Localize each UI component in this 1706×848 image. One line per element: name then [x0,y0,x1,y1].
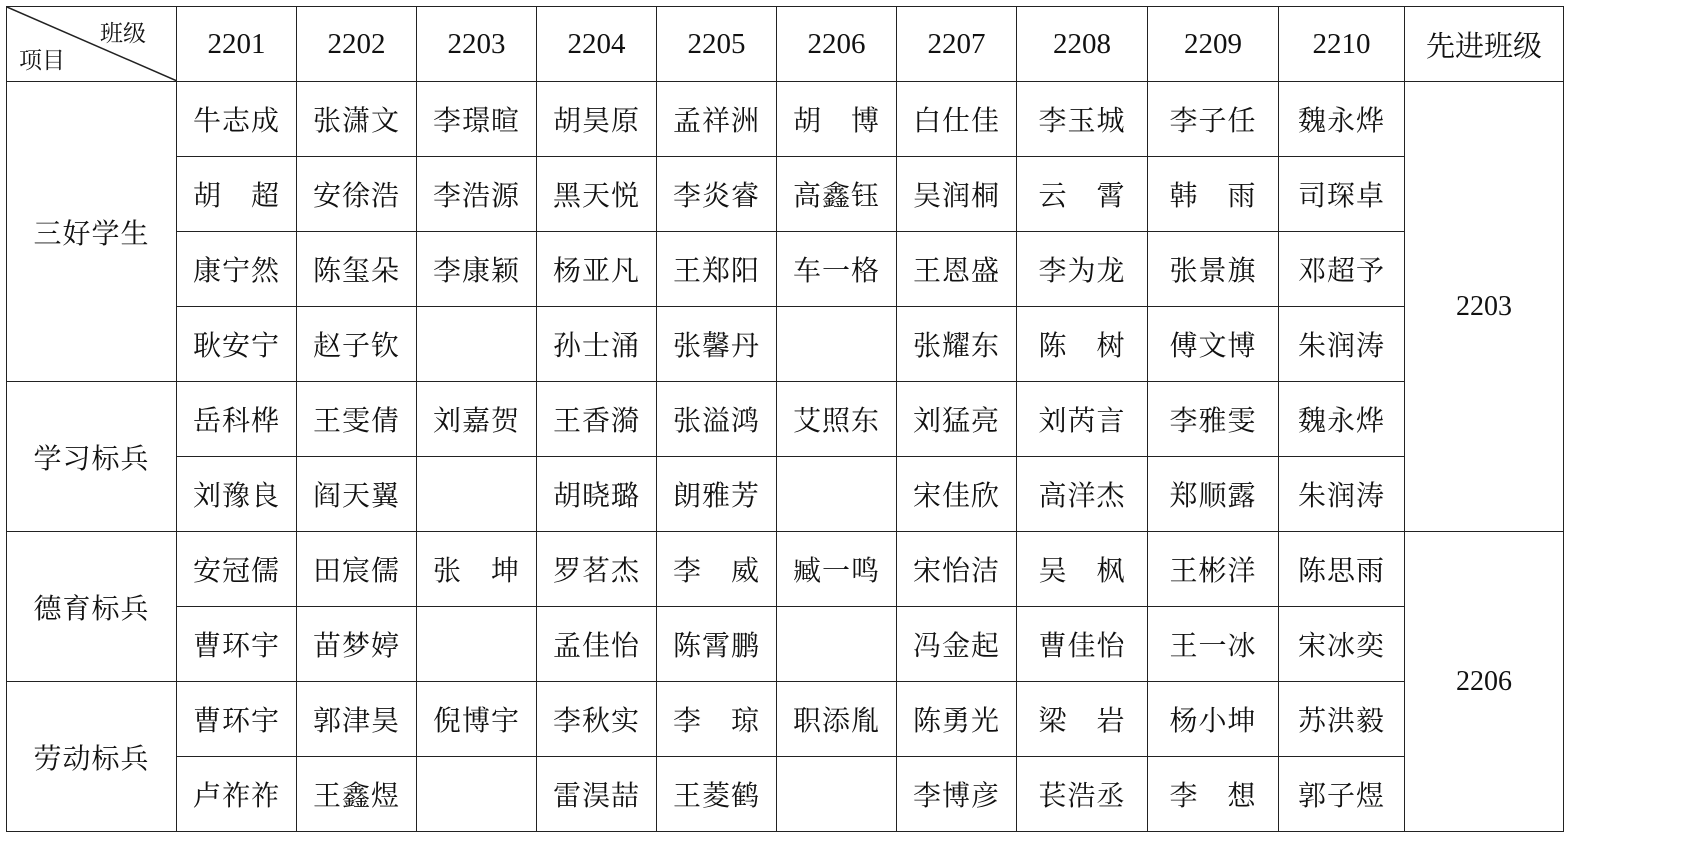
table-row [7,757,1564,832]
class-header: 2206 [777,7,897,82]
student-name-cell: 李炎睿 [657,157,777,232]
student-name-cell: 雷淏喆 [537,757,657,832]
category-label: 学习标兵 [7,382,177,532]
student-name-cell: 韩 雨 [1148,157,1279,232]
student-name-cell: 宋怡洁 [897,532,1017,607]
student-name-cell: 高洋杰 [1017,457,1148,532]
student-name-cell: 张潇文 [297,82,417,157]
student-name-cell: 梁 岩 [1017,682,1148,757]
corner-header-cell [7,7,177,82]
student-name-cell: 魏永烨 [1279,382,1405,457]
student-name-cell: 陈 树 [1017,307,1148,382]
student-name-cell: 卢祚祚 [177,757,297,832]
student-name-cell: 安冠儒 [177,532,297,607]
student-name-cell: 王彬洋 [1148,532,1279,607]
student-name-cell: 张耀东 [897,307,1017,382]
student-name-cell [417,607,537,682]
student-name-cell: 倪博宇 [417,682,537,757]
student-name-cell: 阎天翼 [297,457,417,532]
student-name-cell: 李子任 [1148,82,1279,157]
student-name-cell: 郭子煜 [1279,757,1405,832]
category-label: 德育标兵 [7,532,177,682]
student-name-cell [777,757,897,832]
student-name-cell: 胡 博 [777,82,897,157]
student-name-cell: 高鑫钰 [777,157,897,232]
student-name-cell [777,307,897,382]
table-row [7,382,1564,457]
student-name-cell: 胡 超 [177,157,297,232]
student-name-cell: 李雅雯 [1148,382,1279,457]
student-name-cell: 冯金起 [897,607,1017,682]
student-name-cell: 郑顺露 [1148,457,1279,532]
student-name-cell: 曹佳怡 [1017,607,1148,682]
student-name-cell: 邓超予 [1279,232,1405,307]
table-body [7,82,1564,832]
student-name-cell: 李博彦 [897,757,1017,832]
student-name-cell: 安徐浩 [297,157,417,232]
student-name-cell: 张景旗 [1148,232,1279,307]
student-name-cell: 杨亚凡 [537,232,657,307]
student-name-cell: 张馨丹 [657,307,777,382]
student-name-cell: 孟佳怡 [537,607,657,682]
student-name-cell: 刘嘉贺 [417,382,537,457]
student-name-cell [417,757,537,832]
table-row [7,682,1564,757]
student-name-cell: 吴 枫 [1017,532,1148,607]
student-name-cell: 李康颖 [417,232,537,307]
class-header: 2210 [1279,7,1405,82]
student-name-cell: 郭津昊 [297,682,417,757]
student-name-cell: 张 坤 [417,532,537,607]
student-name-cell: 李浩源 [417,157,537,232]
student-name-cell: 曹环宇 [177,607,297,682]
student-name-cell: 孙士涌 [537,307,657,382]
student-name-cell: 李玉城 [1017,82,1148,157]
student-name-cell: 曹环宇 [177,682,297,757]
student-name-cell: 孟祥洲 [657,82,777,157]
table-row [7,232,1564,307]
student-name-cell: 李 威 [657,532,777,607]
category-label: 三好学生 [7,82,177,382]
student-name-cell: 苏洪毅 [1279,682,1405,757]
class-header: 2208 [1017,7,1148,82]
table-row [7,82,1564,157]
class-header: 2209 [1148,7,1279,82]
student-name-cell: 朗雅芳 [657,457,777,532]
table-row [7,307,1564,382]
student-name-cell: 王菱鹤 [657,757,777,832]
student-name-cell: 胡昊原 [537,82,657,157]
student-name-cell: 赵子钦 [297,307,417,382]
student-name-cell: 李璟暄 [417,82,537,157]
student-name-cell: 陈勇光 [897,682,1017,757]
student-name-cell: 王郑阳 [657,232,777,307]
student-name-cell: 王恩盛 [897,232,1017,307]
student-name-cell [777,457,897,532]
student-name-cell: 李 想 [1148,757,1279,832]
class-header: 2202 [297,7,417,82]
student-name-cell: 魏永烨 [1279,82,1405,157]
student-name-cell: 苗梦婷 [297,607,417,682]
advanced-class-cell: 2206 [1405,532,1564,832]
student-name-cell: 田宸儒 [297,532,417,607]
student-name-cell: 傅文博 [1148,307,1279,382]
table-row [7,532,1564,607]
student-name-cell: 白仕佳 [897,82,1017,157]
student-name-cell [777,607,897,682]
student-name-cell: 陈霄鹏 [657,607,777,682]
student-name-cell: 云 霄 [1017,157,1148,232]
student-name-cell: 宋冰奕 [1279,607,1405,682]
student-name-cell: 耿安宁 [177,307,297,382]
student-name-cell: 车一格 [777,232,897,307]
student-name-cell: 牛志成 [177,82,297,157]
student-name-cell: 刘豫良 [177,457,297,532]
class-header: 2204 [537,7,657,82]
student-name-cell: 刘猛亮 [897,382,1017,457]
class-header: 2203 [417,7,537,82]
student-name-cell: 李 琼 [657,682,777,757]
table-row [7,157,1564,232]
student-name-cell: 陈思雨 [1279,532,1405,607]
advanced-class-header: 先进班级 [1405,7,1564,82]
student-name-cell: 职添胤 [777,682,897,757]
class-header: 2201 [177,7,297,82]
class-header: 2207 [897,7,1017,82]
class-header: 2205 [657,7,777,82]
corner-item-label: 项目 [19,48,65,74]
student-name-cell: 黑天悦 [537,157,657,232]
student-name-cell: 宋佳欣 [897,457,1017,532]
student-name-cell: 杨小坤 [1148,682,1279,757]
table-row [7,607,1564,682]
student-name-cell: 岳科桦 [177,382,297,457]
student-name-cell: 苌浩丞 [1017,757,1148,832]
category-label: 劳动标兵 [7,682,177,832]
student-name-cell: 司琛卓 [1279,157,1405,232]
header-row [7,7,1564,82]
corner-class-label: 班级 [100,21,146,47]
advanced-class-cell: 2203 [1405,82,1564,532]
student-name-cell [417,457,537,532]
student-name-cell: 张溢鸿 [657,382,777,457]
student-name-cell: 康宁然 [177,232,297,307]
student-name-cell: 李秋实 [537,682,657,757]
student-name-cell: 李为龙 [1017,232,1148,307]
student-name-cell: 刘芮言 [1017,382,1148,457]
student-name-cell: 陈玺朵 [297,232,417,307]
student-name-cell: 朱润涛 [1279,307,1405,382]
student-name-cell: 王一冰 [1148,607,1279,682]
student-name-cell: 王鑫煜 [297,757,417,832]
student-name-cell [417,307,537,382]
student-name-cell: 吴润桐 [897,157,1017,232]
student-name-cell: 王香漪 [537,382,657,457]
table-row [7,457,1564,532]
student-name-cell: 罗茗杰 [537,532,657,607]
student-name-cell: 臧一鸣 [777,532,897,607]
student-name-cell: 艾照东 [777,382,897,457]
student-name-cell: 朱润涛 [1279,457,1405,532]
student-name-cell: 王雯倩 [297,382,417,457]
awards-table [6,6,1564,832]
student-name-cell: 胡晓璐 [537,457,657,532]
